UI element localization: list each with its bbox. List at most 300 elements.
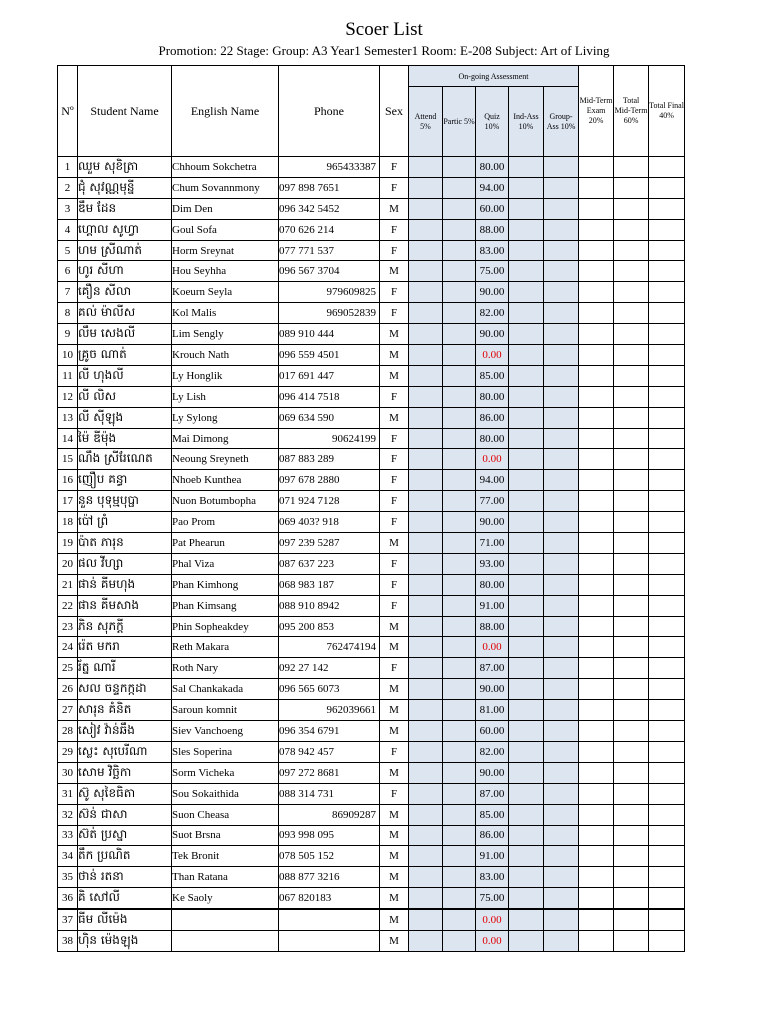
phone-number: 069 634 590	[279, 407, 380, 428]
partic-cell	[443, 574, 476, 595]
student-name-khmer: ស្លេះ សុបេរីណា	[78, 741, 172, 762]
total-mid-term-cell	[614, 324, 649, 345]
sex-cell: M	[380, 762, 409, 783]
attend-cell	[409, 512, 443, 533]
total-mid-term-cell	[614, 491, 649, 512]
total-mid-term-cell	[614, 721, 649, 742]
quiz-score: 90.00	[476, 762, 509, 783]
phone-number: 069 403? 918	[279, 512, 380, 533]
quiz-score: 94.00	[476, 470, 509, 491]
total-mid-term-cell	[614, 909, 649, 930]
ind-ass-cell	[509, 909, 544, 930]
sex-cell: M	[380, 365, 409, 386]
table-row	[58, 721, 685, 742]
total-final-cell	[649, 804, 685, 825]
quiz-score: 0.00	[476, 449, 509, 470]
attend-cell	[409, 303, 443, 324]
quiz-score: 83.00	[476, 240, 509, 261]
ind-ass-cell	[509, 658, 544, 679]
col-header-group-ass: Group-Ass 10%	[544, 87, 579, 157]
ind-ass-cell	[509, 553, 544, 574]
ind-ass-cell	[509, 595, 544, 616]
attend-cell	[409, 386, 443, 407]
student-name-khmer: លី លិស	[78, 386, 172, 407]
partic-cell	[443, 449, 476, 470]
group-ass-cell	[544, 679, 579, 700]
total-mid-term-cell	[614, 219, 649, 240]
attend-cell	[409, 470, 443, 491]
english-name: Saroun komnit	[172, 700, 279, 721]
ind-ass-cell	[509, 637, 544, 658]
student-name-khmer: ស៊ន់ ជាសា	[78, 804, 172, 825]
partic-cell	[443, 177, 476, 198]
partic-cell	[443, 783, 476, 804]
english-name: Kol Malis	[172, 303, 279, 324]
sex-cell: F	[380, 595, 409, 616]
row-number: 32	[58, 804, 78, 825]
attend-cell	[409, 867, 443, 888]
english-name: Ke Saoly	[172, 888, 279, 909]
attend-cell	[409, 679, 443, 700]
ind-ass-cell	[509, 365, 544, 386]
student-name-khmer: លឹម សេងលី	[78, 324, 172, 345]
mid-term-exam-cell	[579, 804, 614, 825]
quiz-score: 80.00	[476, 157, 509, 178]
english-name: Koeurn Seyla	[172, 282, 279, 303]
total-final-cell	[649, 533, 685, 554]
col-header-phone: Phone	[279, 66, 380, 157]
table-row	[58, 888, 685, 909]
row-number: 14	[58, 428, 78, 449]
total-mid-term-cell	[614, 157, 649, 178]
partic-cell	[443, 658, 476, 679]
total-mid-term-cell	[614, 595, 649, 616]
ind-ass-cell	[509, 616, 544, 637]
table-row	[58, 449, 685, 470]
phone-number: 096 414 7518	[279, 386, 380, 407]
table-row	[58, 867, 685, 888]
total-mid-term-cell	[614, 512, 649, 533]
total-mid-term-cell	[614, 825, 649, 846]
total-final-cell	[649, 449, 685, 470]
quiz-score: 82.00	[476, 741, 509, 762]
partic-cell	[443, 825, 476, 846]
mid-term-exam-cell	[579, 616, 614, 637]
mid-term-exam-cell	[579, 512, 614, 533]
quiz-score: 90.00	[476, 512, 509, 533]
mid-term-exam-cell	[579, 721, 614, 742]
attend-cell	[409, 365, 443, 386]
sex-cell: M	[380, 198, 409, 219]
english-name: Sou Sokaithida	[172, 783, 279, 804]
student-name-khmer: ធីម លីម៉េង	[78, 909, 172, 930]
partic-cell	[443, 303, 476, 324]
total-mid-term-cell	[614, 616, 649, 637]
sex-cell: F	[380, 282, 409, 303]
page-subtitle: Promotion: 22 Stage: Group: A3 Year1 Semester1 Room: E-208 Subject: Art of Living	[158, 43, 610, 58]
student-name-khmer: ឌឹម ដែន	[78, 198, 172, 219]
english-name: Ly Honglik	[172, 365, 279, 386]
ind-ass-cell	[509, 261, 544, 282]
partic-cell	[443, 282, 476, 303]
english-name: Reth Makara	[172, 637, 279, 658]
phone-number: 096 567 3704	[279, 261, 380, 282]
sex-cell: M	[380, 825, 409, 846]
ind-ass-cell	[509, 470, 544, 491]
mid-term-exam-cell	[579, 428, 614, 449]
phone-number: 097 898 7651	[279, 177, 380, 198]
sex-cell: M	[380, 846, 409, 867]
ind-ass-cell	[509, 157, 544, 178]
student-name-khmer: ភិន សុភក្ដី	[78, 616, 172, 637]
row-number: 27	[58, 700, 78, 721]
english-name: Horm Sreynat	[172, 240, 279, 261]
col-header-student-name: Student Name	[78, 66, 172, 157]
mid-term-exam-cell	[579, 282, 614, 303]
group-ass-cell	[544, 198, 579, 219]
total-final-cell	[649, 157, 685, 178]
phone-number: 096 354 6791	[279, 721, 380, 742]
student-name-khmer: រ៉េត មករា	[78, 637, 172, 658]
row-number: 10	[58, 345, 78, 366]
partic-cell	[443, 867, 476, 888]
sex-cell: M	[380, 261, 409, 282]
sex-cell: F	[380, 658, 409, 679]
table-row	[58, 261, 685, 282]
sex-cell: F	[380, 157, 409, 178]
ind-ass-cell	[509, 867, 544, 888]
quiz-score: 87.00	[476, 658, 509, 679]
student-name-khmer: ស៊ូ សុខៃធិតា	[78, 783, 172, 804]
quiz-score: 86.00	[476, 825, 509, 846]
ind-ass-cell	[509, 324, 544, 345]
quiz-score: 77.00	[476, 491, 509, 512]
student-name-khmer: នួន បុទុម្មបុប្ផា	[78, 491, 172, 512]
attend-cell	[409, 741, 443, 762]
total-mid-term-cell	[614, 449, 649, 470]
student-name-khmer: ប៉ាត ភារុន	[78, 533, 172, 554]
total-mid-term-cell	[614, 930, 649, 951]
total-final-cell	[649, 867, 685, 888]
attend-cell	[409, 700, 443, 721]
row-number: 36	[58, 888, 78, 909]
total-final-cell	[649, 470, 685, 491]
partic-cell	[443, 888, 476, 909]
partic-cell	[443, 616, 476, 637]
phone-number: 088 877 3216	[279, 867, 380, 888]
partic-cell	[443, 909, 476, 930]
partic-cell	[443, 512, 476, 533]
table-row	[58, 658, 685, 679]
mid-term-exam-cell	[579, 198, 614, 219]
partic-cell	[443, 637, 476, 658]
ind-ass-cell	[509, 574, 544, 595]
partic-cell	[443, 365, 476, 386]
total-mid-term-cell	[614, 867, 649, 888]
student-name-khmer: ថាន់ រតនា	[78, 867, 172, 888]
sex-cell: F	[380, 386, 409, 407]
mid-term-exam-cell	[579, 574, 614, 595]
sex-cell: F	[380, 553, 409, 574]
attend-cell	[409, 198, 443, 219]
total-mid-term-cell	[614, 533, 649, 554]
english-name: Mai Dimong	[172, 428, 279, 449]
row-number: 8	[58, 303, 78, 324]
english-name: Neoung Sreyneth	[172, 449, 279, 470]
group-ass-cell	[544, 324, 579, 345]
row-number: 31	[58, 783, 78, 804]
table-row	[58, 574, 685, 595]
row-number: 17	[58, 491, 78, 512]
mid-term-exam-cell	[579, 386, 614, 407]
attend-cell	[409, 658, 443, 679]
row-number: 25	[58, 658, 78, 679]
phone-number: 088 910 8942	[279, 595, 380, 616]
group-ass-cell	[544, 428, 579, 449]
english-name: Chum Sovannmony	[172, 177, 279, 198]
row-number: 33	[58, 825, 78, 846]
attend-cell	[409, 721, 443, 742]
col-header-english-name: English Name	[172, 66, 279, 157]
total-final-cell	[649, 637, 685, 658]
row-number: 5	[58, 240, 78, 261]
ind-ass-cell	[509, 491, 544, 512]
total-final-cell	[649, 741, 685, 762]
english-name: Tek Bronit	[172, 846, 279, 867]
attend-cell	[409, 574, 443, 595]
table-row	[58, 219, 685, 240]
partic-cell	[443, 157, 476, 178]
total-mid-term-cell	[614, 637, 649, 658]
phone-number: 096 342 5452	[279, 198, 380, 219]
group-ass-cell	[544, 157, 579, 178]
mid-term-exam-cell	[579, 825, 614, 846]
row-number: 37	[58, 909, 78, 930]
english-name: Roth Nary	[172, 658, 279, 679]
sex-cell: F	[380, 491, 409, 512]
table-row	[58, 365, 685, 386]
mid-term-exam-cell	[579, 261, 614, 282]
row-number: 23	[58, 616, 78, 637]
student-name-khmer: ជុំ សុវណ្ណមុន្នី	[78, 177, 172, 198]
english-name: Pao Prom	[172, 512, 279, 533]
total-final-cell	[649, 365, 685, 386]
english-name: Phan Kimsang	[172, 595, 279, 616]
ind-ass-cell	[509, 679, 544, 700]
partic-cell	[443, 470, 476, 491]
table-row	[58, 324, 685, 345]
total-mid-term-cell	[614, 261, 649, 282]
mid-term-exam-cell	[579, 553, 614, 574]
group-ass-cell	[544, 658, 579, 679]
row-number: 16	[58, 470, 78, 491]
ind-ass-cell	[509, 282, 544, 303]
student-name-khmer: គិ សៅលី	[78, 888, 172, 909]
row-number: 34	[58, 846, 78, 867]
phone-number: 077 771 537	[279, 240, 380, 261]
partic-cell	[443, 198, 476, 219]
row-number: 3	[58, 198, 78, 219]
ind-ass-cell	[509, 428, 544, 449]
phone-number: 093 998 095	[279, 825, 380, 846]
quiz-score: 85.00	[476, 804, 509, 825]
mid-term-exam-cell	[579, 888, 614, 909]
table-row	[58, 345, 685, 366]
partic-cell	[443, 533, 476, 554]
sex-cell: M	[380, 888, 409, 909]
english-name	[172, 930, 279, 951]
quiz-score: 75.00	[476, 261, 509, 282]
total-mid-term-cell	[614, 240, 649, 261]
sex-cell: M	[380, 345, 409, 366]
attend-cell	[409, 762, 443, 783]
table-row	[58, 804, 685, 825]
col-header-no: Nº	[58, 66, 78, 157]
table-row	[58, 240, 685, 261]
row-number: 19	[58, 533, 78, 554]
phone-number: 078 505 152	[279, 846, 380, 867]
attend-cell	[409, 930, 443, 951]
group-ass-cell	[544, 616, 579, 637]
sex-cell: F	[380, 783, 409, 804]
phone-number: 068 983 187	[279, 574, 380, 595]
english-name: Phal Viza	[172, 553, 279, 574]
page-title: Scoer List	[345, 19, 423, 40]
group-ass-cell	[544, 407, 579, 428]
quiz-score: 85.00	[476, 365, 509, 386]
phone-number: 087 637 223	[279, 553, 380, 574]
attend-cell	[409, 240, 443, 261]
ind-ass-cell	[509, 846, 544, 867]
english-name: Sorm Vicheka	[172, 762, 279, 783]
english-name: Chhoum Sokchetra	[172, 157, 279, 178]
table-row	[58, 762, 685, 783]
phone-number: 969052839	[279, 303, 380, 324]
partic-cell	[443, 679, 476, 700]
group-ass-cell	[544, 721, 579, 742]
group-ass-cell	[544, 909, 579, 930]
attend-cell	[409, 449, 443, 470]
group-ass-cell	[544, 867, 579, 888]
quiz-score: 94.00	[476, 177, 509, 198]
col-header-partic: Partic 5%	[443, 87, 476, 157]
sex-cell: F	[380, 449, 409, 470]
phone-number: 90624199	[279, 428, 380, 449]
ind-ass-cell	[509, 721, 544, 742]
quiz-score: 60.00	[476, 198, 509, 219]
english-name: Nuon Botumbopha	[172, 491, 279, 512]
partic-cell	[443, 700, 476, 721]
total-mid-term-cell	[614, 303, 649, 324]
mid-term-exam-cell	[579, 637, 614, 658]
mid-term-exam-cell	[579, 219, 614, 240]
english-name: Suon Cheasa	[172, 804, 279, 825]
attend-cell	[409, 157, 443, 178]
mid-term-exam-cell	[579, 407, 614, 428]
partic-cell	[443, 219, 476, 240]
total-mid-term-cell	[614, 407, 649, 428]
attend-cell	[409, 428, 443, 449]
ind-ass-cell	[509, 219, 544, 240]
total-mid-term-cell	[614, 574, 649, 595]
student-name-khmer: គឿន សីលា	[78, 282, 172, 303]
partic-cell	[443, 345, 476, 366]
mid-term-exam-cell	[579, 846, 614, 867]
total-final-cell	[649, 553, 685, 574]
sex-cell: M	[380, 324, 409, 345]
total-mid-term-cell	[614, 700, 649, 721]
row-number: 6	[58, 261, 78, 282]
total-mid-term-cell	[614, 553, 649, 574]
quiz-score: 0.00	[476, 637, 509, 658]
student-name-khmer: ម៉ៃ ឌីម៉ុង	[78, 428, 172, 449]
english-name: Ly Sylong	[172, 407, 279, 428]
attend-cell	[409, 825, 443, 846]
ind-ass-cell	[509, 512, 544, 533]
ind-ass-cell	[509, 804, 544, 825]
col-header-attend: Attend 5%	[409, 87, 443, 157]
phone-number: 86909287	[279, 804, 380, 825]
attend-cell	[409, 282, 443, 303]
attend-cell	[409, 491, 443, 512]
group-ass-cell	[544, 846, 579, 867]
partic-cell	[443, 762, 476, 783]
group-ass-cell	[544, 282, 579, 303]
attend-cell	[409, 846, 443, 867]
group-ass-cell	[544, 637, 579, 658]
phone-number: 092 27 142	[279, 658, 380, 679]
sex-cell: F	[380, 219, 409, 240]
col-header-total-mid-term: Total Mid-Term 60%	[614, 66, 649, 157]
mid-term-exam-cell	[579, 449, 614, 470]
student-name-khmer: សល ចន្ទកក្កដា	[78, 679, 172, 700]
total-final-cell	[649, 428, 685, 449]
sex-cell: M	[380, 616, 409, 637]
phone-number: 962039661	[279, 700, 380, 721]
group-ass-cell	[544, 825, 579, 846]
row-number: 4	[58, 219, 78, 240]
quiz-score: 91.00	[476, 846, 509, 867]
partic-cell	[443, 741, 476, 762]
col-header-ind-ass: Ind-Ass 10%	[509, 87, 544, 157]
table-row	[58, 157, 685, 178]
sex-cell: F	[380, 741, 409, 762]
attend-cell	[409, 324, 443, 345]
total-mid-term-cell	[614, 428, 649, 449]
quiz-score: 91.00	[476, 595, 509, 616]
partic-cell	[443, 240, 476, 261]
quiz-score: 83.00	[476, 867, 509, 888]
student-name-khmer: តឹក ប្រណិត	[78, 846, 172, 867]
group-ass-cell	[544, 741, 579, 762]
ind-ass-cell	[509, 386, 544, 407]
total-mid-term-cell	[614, 282, 649, 303]
total-final-cell	[649, 595, 685, 616]
group-ass-cell	[544, 345, 579, 366]
total-mid-term-cell	[614, 783, 649, 804]
partic-cell	[443, 846, 476, 867]
row-number: 18	[58, 512, 78, 533]
attend-cell	[409, 595, 443, 616]
ind-ass-cell	[509, 700, 544, 721]
score-table	[57, 65, 685, 952]
row-number: 15	[58, 449, 78, 470]
row-number: 13	[58, 407, 78, 428]
quiz-score: 87.00	[476, 783, 509, 804]
english-name	[172, 909, 279, 930]
total-final-cell	[649, 721, 685, 742]
col-header-quiz: Quiz 10%	[476, 87, 509, 157]
